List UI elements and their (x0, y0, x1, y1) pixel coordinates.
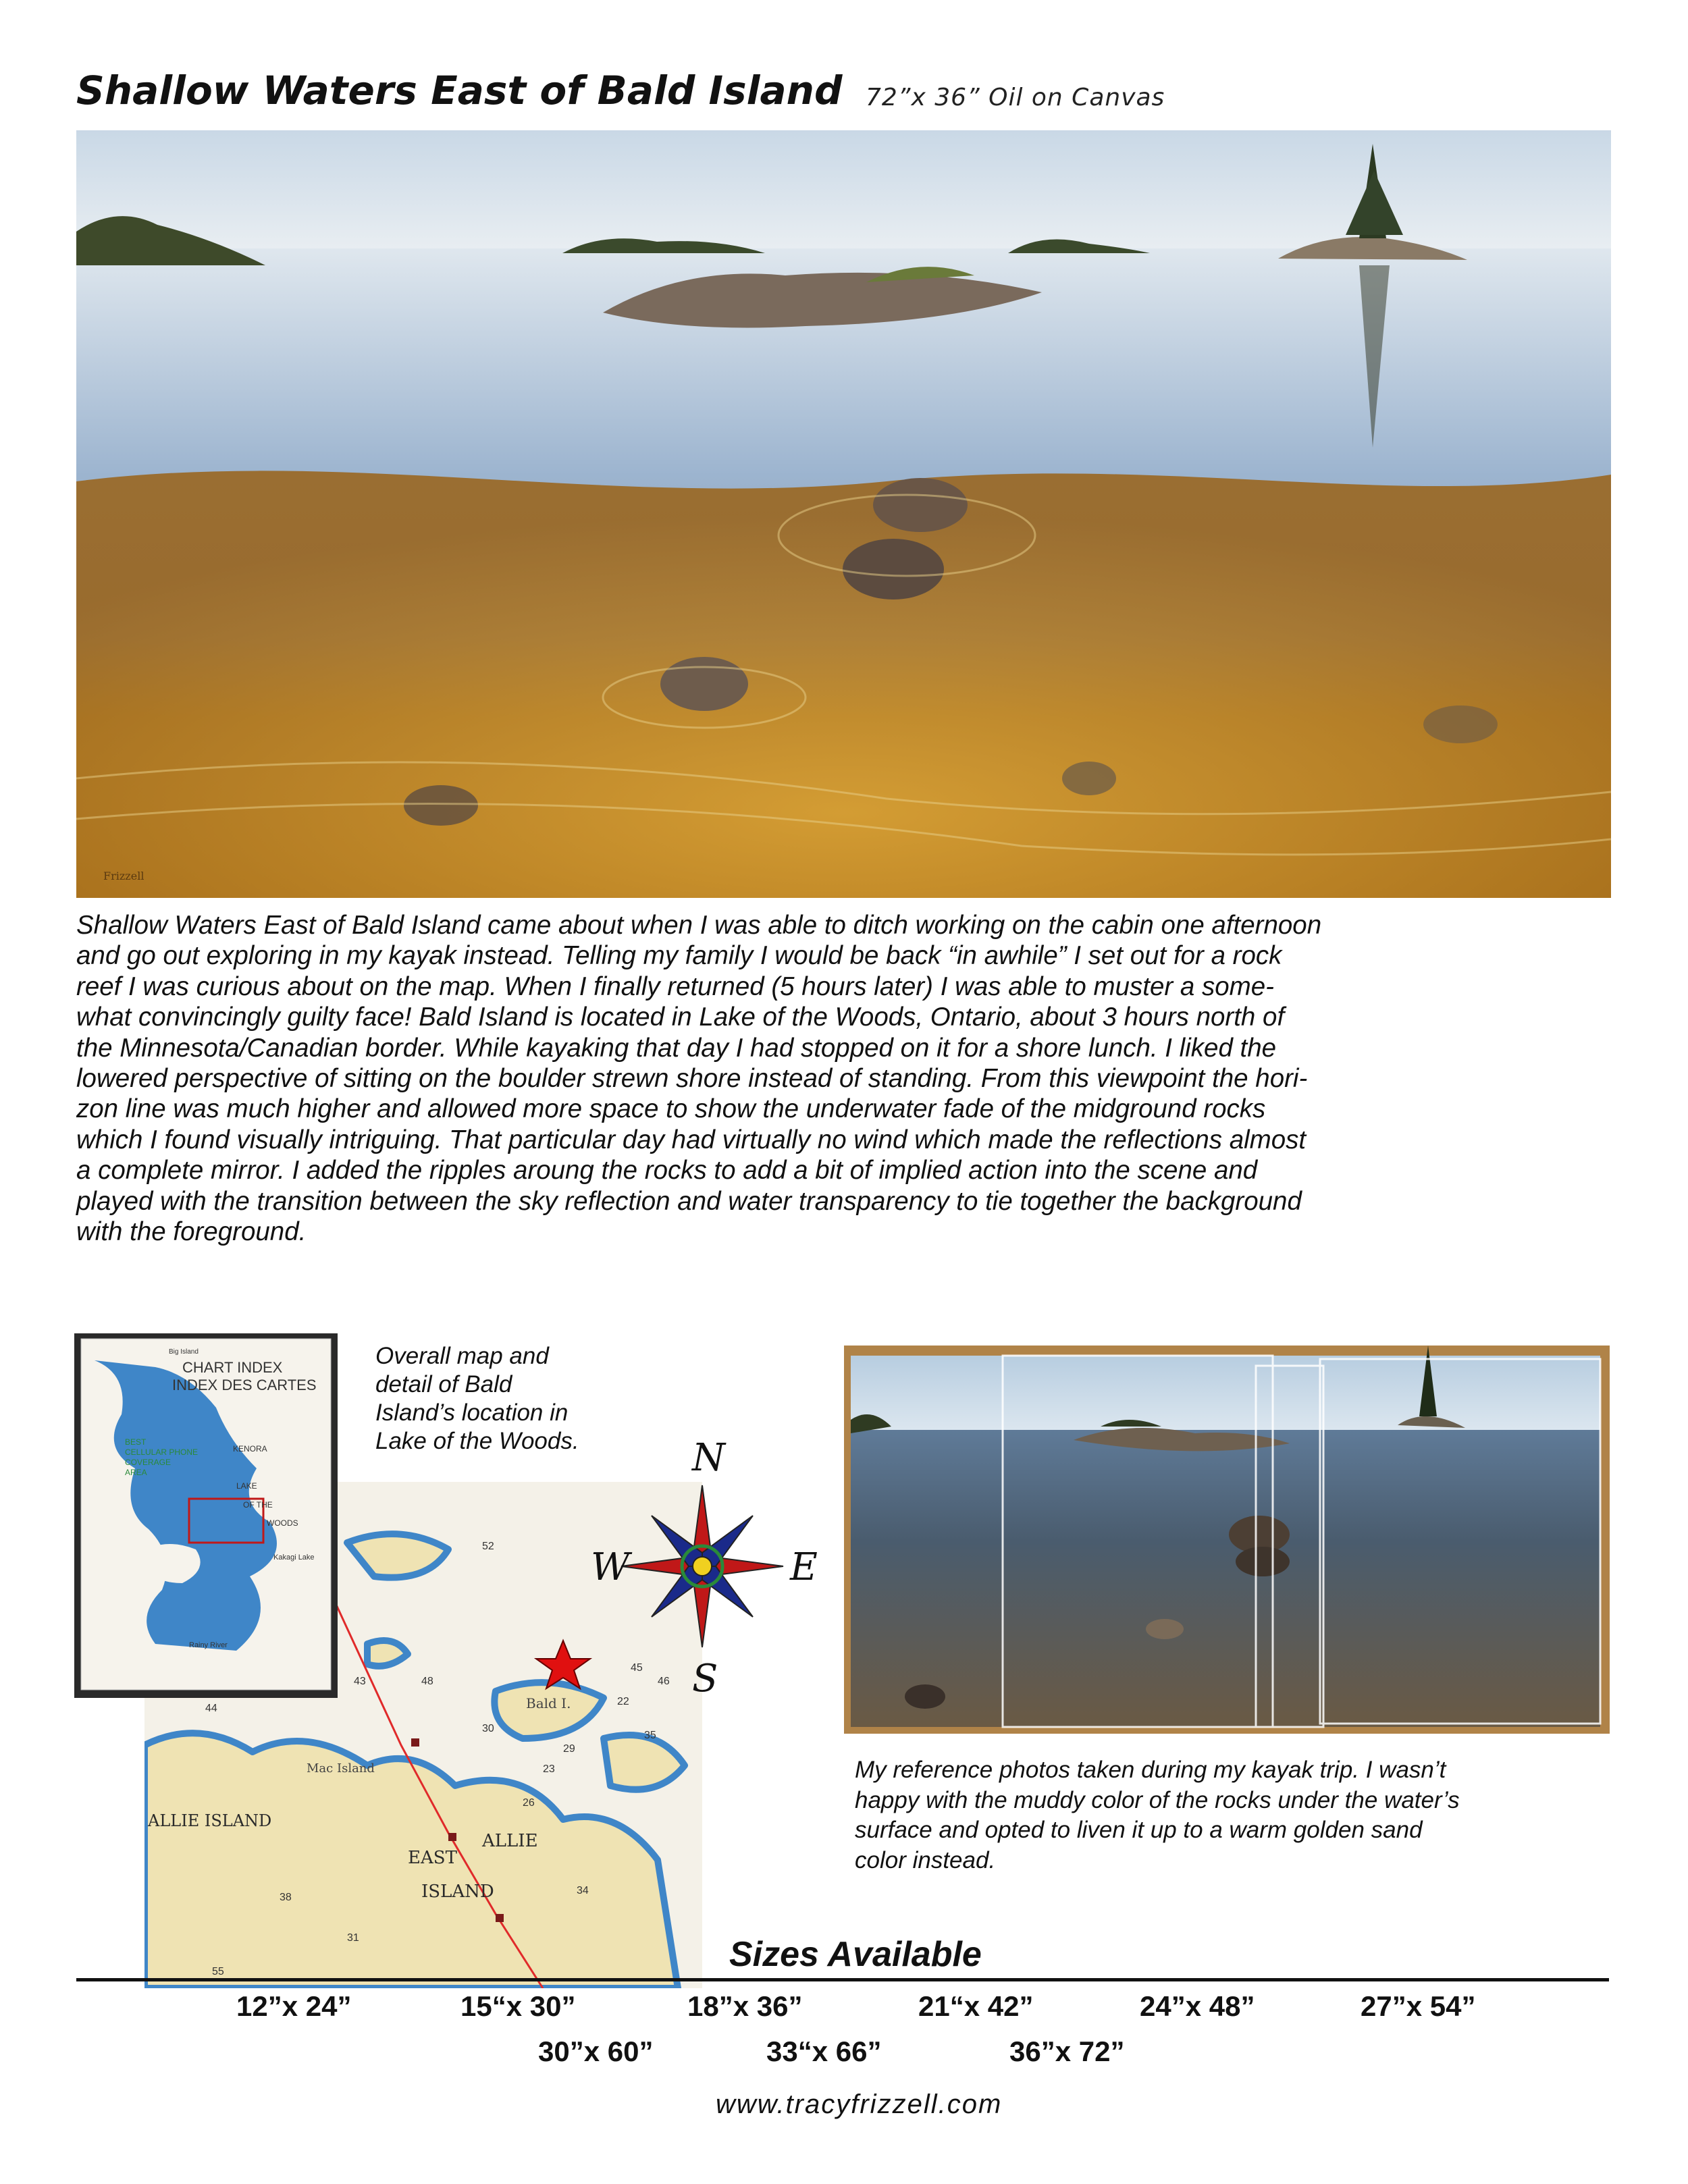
description-line: zon line was much higher and allowed more space to show the underwater fade of the midground rocks (76, 1094, 1266, 1124)
description-line: what convincingly guilty face! Bald Island is located in Lake of the Woods, Ontario, about 3 hours north of (76, 1003, 1285, 1032)
map-depth: 34 (577, 1885, 589, 1896)
size-option: 27”x 54” (1361, 1990, 1476, 2022)
painting-title: Shallow Waters East of Bald Island (76, 68, 843, 113)
map-caption-line: Overall map and (375, 1343, 549, 1369)
map-caption-line: Island’s location in (375, 1400, 569, 1426)
chart-index-lake: LAKE (236, 1481, 257, 1491)
size-option: 24”x 48” (1140, 1990, 1255, 2022)
description-line: the Minnesota/Canadian border. While kayaking that day I had stopped on it for a shore lunch. I liked the (76, 1033, 1277, 1063)
map-depth: 52 (482, 1541, 494, 1552)
size-option: 18”x 36” (687, 1990, 803, 2022)
description-line: a complete mirror. I added the ripples aroung the rocks to add a bit of implied action into the scene and (76, 1156, 1258, 1186)
map-label-mac: Mac Island (307, 1761, 375, 1776)
description-line: Shallow Waters East of Bald Island came about when I was able to ditch working on the cabin one afternoon (76, 911, 1322, 940)
map-depth: 30 (482, 1723, 494, 1734)
chart-index-title-fr: INDEX DES CARTES (172, 1377, 317, 1393)
photo-caption-line: happy with the muddy color of the rocks under the water’s (855, 1786, 1460, 1813)
chart-index-best: COVERAGE (125, 1458, 172, 1467)
map-depth: 31 (347, 1932, 359, 1944)
size-option: 36”x 72” (1009, 2035, 1125, 2067)
description-line: which I found visually intriguing. That particular day had virtually no wind which made the reflections almost (76, 1125, 1307, 1154)
photo-caption-line: surface and opted to liven it up to a warm golden sand (855, 1817, 1423, 1843)
map-depth: 45 (631, 1662, 643, 1674)
description-line: with the foreground. (76, 1217, 307, 1247)
chart-index-photo (74, 1333, 338, 1698)
chart-index-best: CELLULAR PHONE (125, 1447, 199, 1457)
size-option: 30”x 60” (538, 2035, 654, 2067)
chart-index-woods: WOODS (267, 1518, 298, 1528)
map-caption-line: Lake of the Woods. (375, 1428, 579, 1454)
map-depth: 46 (658, 1676, 670, 1687)
website-url: www.tracyfrizzell.com (716, 2089, 1003, 2119)
photo-caption-line: color instead. (855, 1846, 996, 1873)
painting-image (76, 130, 1611, 898)
reference-photos (844, 1346, 1610, 1734)
size-option: 12”x 24” (236, 1990, 352, 2022)
description-line: reef I was curious about on the map. When I finally returned (5 hours later) I was able to muster a some- (76, 971, 1274, 1001)
size-option: 33“x 66” (766, 2035, 882, 2067)
compass-south: S (692, 1657, 718, 1695)
description-line: and go out exploring in my kayak instead. Telling my family I would be back “in awhile” I set out for a rock (76, 941, 1282, 971)
map-depth: 35 (644, 1730, 656, 1741)
chart-index-kenora: KENORA (233, 1444, 267, 1454)
map-depth: 23 (543, 1763, 555, 1775)
compass-north: N (692, 1438, 725, 1480)
map-label-island: ISLAND (421, 1882, 494, 1902)
description-line: played with the transition between the sky reflection and water transparency to tie together the background (76, 1186, 1302, 1216)
map-depth: 43 (354, 1676, 366, 1687)
chart-index-big-island: Big Island (169, 1348, 199, 1356)
compass-west: W (591, 1545, 630, 1589)
chart-index-best: AREA (125, 1468, 147, 1477)
map-depth: 29 (563, 1743, 575, 1755)
painting-dimensions: 72”x 36” Oil on Canvas (866, 84, 1165, 111)
chart-index-best: BEST (125, 1437, 147, 1447)
painting-signature: Frizzell (103, 870, 144, 882)
compass-east: E (790, 1545, 818, 1589)
map-depth: 26 (523, 1797, 535, 1809)
map-depth: 44 (205, 1703, 217, 1714)
map-caption-line: detail of Bald (375, 1371, 512, 1397)
map-depth: 55 (212, 1966, 224, 1977)
map-label-allie2: ALLIE (482, 1831, 538, 1851)
chart-index-kakagi: Kakagi Lake (273, 1553, 315, 1562)
compass-rose-icon (587, 1438, 824, 1695)
description-line: lowered perspective of sitting on the boulder strewn shore instead of standing. From this viewpoint the hori- (76, 1064, 1308, 1094)
size-option: 15“x 30” (460, 1990, 576, 2022)
map-depth: 48 (421, 1676, 433, 1687)
size-option: 21“x 42” (918, 1990, 1034, 2022)
painting-description (76, 910, 1616, 1247)
chart-index-rainy-river: Rainy River (189, 1641, 228, 1649)
map-depth: 38 (280, 1892, 292, 1903)
chart-index-of: OF THE (243, 1500, 273, 1510)
map-label-east: EAST (408, 1848, 457, 1868)
photo-caption (855, 1755, 1611, 1875)
map-label-allie: ALLIE ISLAND (148, 1811, 272, 1830)
photo-caption-line: My reference photos taken during my kayak trip. I wasn’t (855, 1757, 1446, 1783)
chart-index-title: CHART INDEX (182, 1359, 283, 1376)
section-divider (76, 1978, 1609, 1981)
map-label-bald: Bald I. (526, 1695, 571, 1711)
sizes-heading: Sizes Available (729, 1935, 982, 1974)
map-depth: 22 (617, 1696, 629, 1707)
